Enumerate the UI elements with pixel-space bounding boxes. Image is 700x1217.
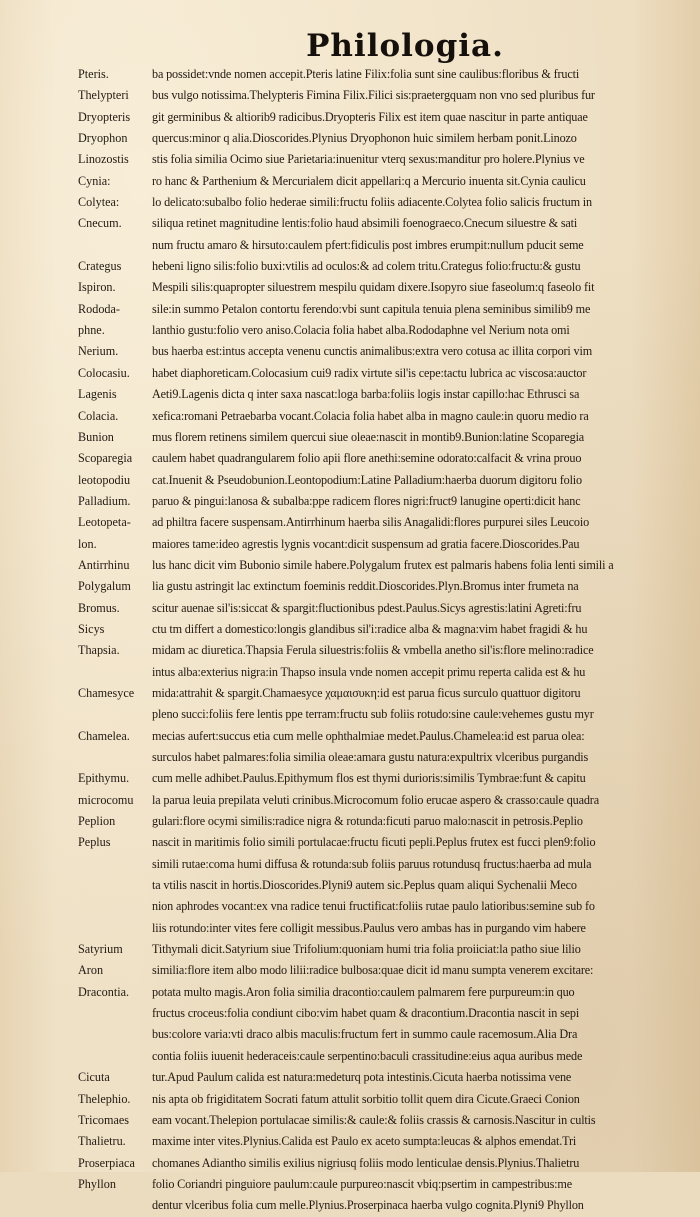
marginal-note: Peplion [78,814,116,829]
body-line: quercus:minor q alia.Dioscorides.Plynius Dryophonon huic similem herbam ponit.Linozo [152,131,577,146]
marginal-note: Dryophon [78,131,128,146]
body-line: folio Coriandri pinguiore paulum:caule purpureo:nascit vbiq:psertim in campestribus:me [152,1176,572,1191]
body-line: fructus croceus:folia condiunt cibo:vim habet quam & dracontium.Dracontia nascit in sepi [152,1006,580,1021]
marginal-note: leotopodiu [78,472,131,487]
text-row [78,726,682,747]
marginal-note: Thelypteri [78,88,129,103]
text-row [78,448,682,469]
marginal-note: Linozostis [78,152,129,167]
text-row [78,1174,682,1195]
body-line: Tithymali dicit.Satyrium siue Trifolium:quoniam humi tria folia proiiciat:la patho siue lilio [152,942,581,957]
marginal-note: Cicuta [78,1070,110,1085]
marginal-note: Bunion [78,429,114,444]
body-line: cum melle adhibet.Paulus.Epithymum flos est thymi durioris:similis Tymbrae:funt & capitu [152,771,586,786]
text-row [78,512,682,533]
marginal-note: Antirrhinu [78,557,130,572]
text-row [78,1195,682,1216]
body-line: paruo & pingui:lanosa & subalba:ppe radicem flores nigri:fruct9 lanugine operti:dicit hanc [152,493,581,508]
marginal-note: Scoparegia [78,451,133,466]
text-row [78,363,682,384]
text-row [78,1024,682,1045]
body-line: bus haerba est:intus accepta venenu cunctis animalibus:extra vero cotusa ac illita corpori vim [152,344,593,359]
body-line: dentur vlceribus folia cum melle.Plynius.Proserpinaca haerba vulgo cognita.Plyni9 Phyllon [152,1198,584,1213]
text-row [78,341,682,362]
marginal-note: Lagenis [78,387,117,402]
text-row [78,406,682,427]
text-row [78,662,682,683]
body-line: nascit in maritimis folio simili portulacae:fructu ficuti pepli.Peplus frutex est fucci plen9:folio [152,835,596,850]
text-row [78,277,682,298]
body-line: bus vulgo notissima.Thelypteris Fimina Filix.Filici sis:praetergquam non vno sed pluribus fur [152,88,595,103]
text-row [78,256,682,277]
marginal-note: Cnecum. [78,216,122,231]
marginal-note: Ispiron. [78,280,116,295]
body-line: scitur auenae sil'is:siccat & spargit:fluctionibus pdest.Paulus.Sicys agrestis:latini Agreti:fru [152,600,582,615]
marginal-note: Palladium. [78,493,131,508]
text-row [78,1003,682,1024]
body-line: mecias aufert:succus etia cum melle ophthalmiae medet.Paulus.Chamelea:id est parua olea: [152,728,585,743]
text-row [78,896,682,917]
body-line: tur.Apud Paulum calida est natura:medeturq pota intestinis.Cicuta haerba notissima vene [152,1070,572,1085]
body-line: lia gustu astringit lac extinctum foeminis reddit.Dioscorides.Plyn.Bromus inter frumeta na [152,579,579,594]
text-row [78,534,682,555]
body-line: lanthio gustu:folio vero aniso.Colacia folia habet alba.Rododaphne vel Nerium nota omi [152,323,570,338]
text-row [78,192,682,213]
body-line: stis folia similia Ocimo siue Parietaria:inuenitur vterq sexus:manditur pro holere.Plynius ve [152,152,585,167]
text-row [78,107,682,128]
marginal-note: Colocasiu. [78,365,130,380]
body-line: intus alba:exterius nigra:in Thapso insula vnde nomen accepit primu reperta calida est & hu [152,664,586,679]
body-line: surculos habet palmares:folia similia oleae:amara gustu natura:expultrix vlceribus purgandis [152,750,589,764]
marginal-note: lon. [78,536,97,551]
marginal-note: Cynia: [78,173,111,188]
text-row [78,1131,682,1152]
body-line: nis apta ob frigiditatem Socrati fatum attulit sorbitio tollit quem dira Cicute.Graeci Conion [152,1091,580,1106]
body-line: ba possidet:vnde nomen accepit.Pteris latine Filix:folia sunt sine caulibus:floribus & fructi [152,67,580,81]
marginal-note: Tricomaes [78,1112,130,1127]
running-head: Philologia. [306,28,504,64]
body-line: hebeni ligno silis:folio buxi:vtilis ad oculos:& ad colem tritu.Crategus folio:fructu:& gustu [152,259,581,274]
body-line: gulari:flore ocymi similis:radice nigra & rotunda:ficuti paruo malo:nascit in petrosis.Peplio [152,814,583,829]
text-row [78,790,682,811]
body-line: chomanes Adiantho similis exilius nigriusq foliis modo lenticulae densis.Plynius.Thalietru [152,1155,580,1170]
body-line: lo delicato:subalbo folio hederae simili:fructu foliis adiacente.Colytea folio salicis fructum in [152,195,592,210]
text-row [78,1067,682,1088]
body-line: la parua leuia prepilata veluti crinibus.Microcomum folio erucae aspero & crasso:caule quadra [152,792,599,807]
text-row [78,470,682,491]
text-row [78,149,682,170]
body-line: pleno succi:foliis fere lentis ppe terram:fructu sub foliis rotudo:sine caule:vehemes gustu myr [152,707,594,722]
marginal-note: Phyllon [78,1176,116,1191]
marginal-note: phne. [78,323,105,338]
text-row [78,491,682,512]
text-row [78,427,682,448]
text-row [78,875,682,896]
body-line: siliqua retinet magnitudine lentis:folio haud absimili foenograeco.Cnecum siluestre & sati [152,216,578,231]
body-line: caulem habet quadrangularem folio apii flore anethi:semine odorato:calfacit & vrina prouo [152,451,582,466]
text-row [78,64,682,85]
marginal-note: Proserpiaca [78,1155,135,1170]
body-line: ro hanc & Parthenium & Mercurialem dicit appellari:q a Mercurio inuenta sit.Cynia caulicu [152,173,586,188]
text-row [78,128,682,149]
marginal-note: Chamesyce [78,685,135,700]
marginal-note: Rododa- [78,301,120,316]
body-line: ta vtilis nascit in hortis.Dioscorides.Plyni9 autem sic.Peplus quam aliqui Sychenalii Meco [152,878,577,893]
text-row [78,768,682,789]
body-line: midam ac diuretica.Thapsia Ferula siluestris:foliis & vmbella anetho sil'is:flore melino:radice [152,643,594,658]
text-row [78,384,682,405]
marginal-note: Dryopteris [78,109,131,124]
marginal-note: Thelephio. [78,1091,131,1106]
text-row [78,619,682,640]
marginal-note: Leotopeta- [78,515,131,530]
body-line: sile:in summo Petalon contortu ferendo:vbi sunt capitula tenuia plena seminibus similib9 me [152,301,591,316]
body-line: mida:attrahit & spargit.Chamaesyce χαμαισυκη:id est parua ficus surculo quattuor digitoru [152,685,581,700]
text-row [78,982,682,1003]
marginal-note: Polygalum [78,579,131,594]
text-row [78,704,682,725]
marginal-note: Dracontia. [78,984,130,999]
text-row [78,1153,682,1174]
marginal-note: Bromus. [78,600,120,615]
marginal-note: Aron [78,963,104,978]
body-line: num fructu amaro & hirsuto:caulem pfert:fidiculis post imbres erumpit:nullum pducit seme [152,237,584,252]
body-line: potata multo magis.Aron folia similia dracontio:caulem palmarem fere purpureum:in quo [152,984,575,999]
text-row [78,832,682,853]
text-row [78,555,682,576]
marginal-note: Nerium. [78,344,119,359]
body-line: ad philtra facere suspensam.Antirrhinum haerba silis Anagalidi:flores purpurei siles Leucoio [152,515,590,530]
text-row [78,576,682,597]
body-line: liis rotundo:inter vites fere colligit messibus.Paulus vero ambas has in purgando vim habere [152,920,586,935]
body-line: nion aphrodes vocant:ex vna radice tenui fructificat:foliis rutae paulo latioribus:semine sub fo [152,899,595,914]
marginal-note: Crategus [78,259,122,274]
body-line: git germinibus & altiorib9 radicibus.Dryopteris Filix est item quae nascitur in parte antiquae [152,109,588,124]
text-row [78,171,682,192]
text-row [78,918,682,939]
marginal-note: Epithymu. [78,771,130,786]
text-row [78,1110,682,1131]
text-row [78,854,682,875]
text-row [78,320,682,341]
text-row [78,235,682,256]
marginal-note: Peplus [78,835,111,850]
body-line: habet diaphoreticam.Colocasium cui9 radix virtute sil'is cepe:tactu lubrica ac viscosa:auctor [152,365,587,380]
marginal-note: Colacia. [78,408,119,423]
body-line: cat.Inuenit & Pseudobunion.Leontopodium:Latine Palladium:haerba duorum digitoru folio [152,472,582,487]
text-row [78,683,682,704]
body-line: simili rutae:coma humi diffusa & rotunda:sub foliis paruus rotundusq fructus:haerba ad mula [152,856,592,871]
marginal-note: Thapsia. [78,643,120,658]
body-line: Mespili silis:quapropter siluestrem mespilu quidam dixere.Isopyro siue faseolum:q faseolo fit [152,280,595,295]
text-row [78,939,682,960]
text-row [78,960,682,981]
marginal-note: Chamelea. [78,728,130,743]
text-row [78,213,682,234]
text-row [78,747,682,768]
body-line: Aeti9.Lagenis dicta q inter saxa nascat:loga barba:foliis logis instar capillo:hac Ethrusci sa [152,387,580,402]
body-line: lus hanc dicit vim Bubonio simile habere.Polygalum frutex est palmaris habens folia lenti simili a [152,557,614,572]
marginal-note: Colytea: [78,195,120,210]
text-row [78,811,682,832]
body-line: mus florem retinens similem quercui siue oleae:nascit in montib9.Bunion:latine Scoparegia [152,429,585,444]
text-row [78,1089,682,1110]
marginal-note: Thalietru. [78,1134,126,1149]
text-row [78,640,682,661]
marginal-note: Satyrium [78,942,123,957]
text-row [78,85,682,106]
body-line: xefica:romani Petraebarba vocant.Colacia folia habet alba in magno caule:in quoru medio ra [152,408,589,423]
text-body [78,64,682,1217]
text-row [78,299,682,320]
body-line: bus:colore varia:vti draco albis maculis:fructum fert in summo caule racemosum.Alia Dra [152,1027,578,1042]
text-row [78,598,682,619]
body-line: maiores tame:ideo agrestis lygnis vocant:dicit suspensum ad gratia facere.Dioscorides.Pau [152,536,580,551]
marginal-note: Sicys [78,621,105,636]
body-line: eam vocant.Thelepion portulacae similis:& caule:& foliis crassis & carnosis.Nascitur in cultis [152,1112,596,1127]
body-line: ctu tm differt a domestico:longis glandibus sil'i:radice alba & magna:vim habet fragidi & hu [152,621,588,636]
marginal-note: microcomu [78,792,134,807]
body-line: maxime inter vites.Plynius.Calida est Paulo ex aceto sumpta:leucas & alphos emendat.Tri [152,1134,577,1149]
body-line: contia foliis iuuenit hederaceis:caule serpentino:baculi crassitudine:eius aqua auribus mede [152,1048,583,1063]
text-row [78,1046,682,1067]
marginal-note: Pteris. [78,67,109,81]
body-line: similia:flore item albo modo lilii:radice bulbosa:quae dicit id manu sumpta venerem excitare: [152,963,594,978]
